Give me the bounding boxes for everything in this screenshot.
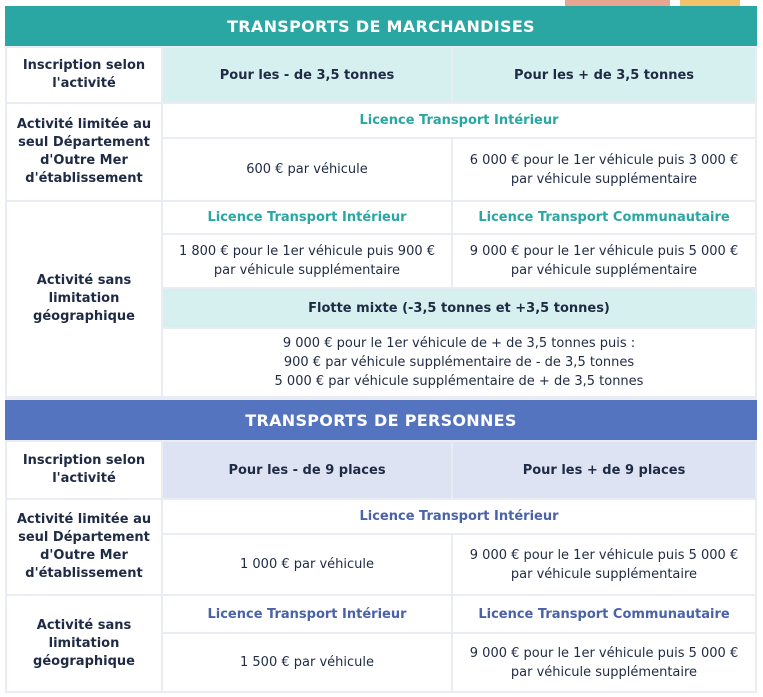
goods-unlimited-licence-interior: Licence Transport Intérieur <box>163 202 451 233</box>
goods-unlimited-interior-price: 1 800 € pour le 1er véhicule puis 900 € par véhicule supplémentaire <box>163 235 451 287</box>
mixed-price-line: 900 € par véhicule supplémentaire de - de 3,5 tonnes <box>283 355 635 370</box>
goods-limited-licence: Licence Transport Intérieur <box>163 104 755 137</box>
passengers-limited-small-price: 1 000 € par véhicule <box>163 535 451 594</box>
goods-column-heavy: Pour les + de 3,5 tonnes <box>453 48 755 102</box>
passengers-unlimited-small-price: 1 500 € par véhicule <box>163 634 451 691</box>
passengers-limited-licence: Licence Transport Intérieur <box>163 500 755 533</box>
goods-limited-light-price: 600 € par véhicule <box>163 139 451 200</box>
passengers-limited-large-price: 9 000 € pour le 1er véhicule puis 5 000 € par véhicule supplémentaire <box>453 535 755 594</box>
passengers-inscription-label: Inscription selon l'activité <box>7 442 161 498</box>
goods-unlimited-label: Activité sans limitation géographique <box>7 202 161 396</box>
passengers-limited-label: Activité limitée au seul Département d'Outre Mer d'établissement <box>7 500 161 594</box>
goods-column-light: Pour les - de 3,5 tonnes <box>163 48 451 102</box>
passengers-unlimited-licence-interior: Licence Transport Intérieur <box>163 596 451 632</box>
passengers-column-large: Pour les + de 9 places <box>453 442 755 498</box>
goods-mixed-fleet-title: Flotte mixte (-3,5 tonnes et +3,5 tonnes) <box>163 289 755 327</box>
goods-unlimited-community-price: 9 000 € pour le 1er véhicule puis 5 000 € par véhicule supplémentaire <box>453 235 755 287</box>
mixed-price-line: 9 000 € pour le 1er véhicule de + de 3,5 tonnes puis : <box>282 336 636 351</box>
goods-limited-label: Activité limitée au seul Département d'Outre Mer d'établissement <box>7 104 161 200</box>
passengers-unlimited-label: Activité sans limitation géographique <box>7 596 161 691</box>
goods-mixed-fleet-prices <box>163 329 755 396</box>
passengers-unlimited-licence-community: Licence Transport Communautaire <box>453 596 755 632</box>
tariff-table <box>5 6 757 693</box>
passengers-section-title: TRANSPORTS DE PERSONNES <box>5 400 757 440</box>
mixed-price-line: 5 000 € par véhicule supplémentaire de + de 3,5 tonnes <box>274 374 644 389</box>
goods-unlimited-licence-community: Licence Transport Communautaire <box>453 202 755 233</box>
goods-inscription-label: Inscription selon l'activité <box>7 48 161 102</box>
goods-section-title: TRANSPORTS DE MARCHANDISES <box>5 6 757 46</box>
goods-limited-heavy-price: 6 000 € pour le 1er véhicule puis 3 000 € par véhicule supplémentaire <box>453 139 755 200</box>
passengers-column-small: Pour les - de 9 places <box>163 442 451 498</box>
passengers-unlimited-large-price: 9 000 € pour le 1er véhicule puis 5 000 € par véhicule supplémentaire <box>453 634 755 691</box>
